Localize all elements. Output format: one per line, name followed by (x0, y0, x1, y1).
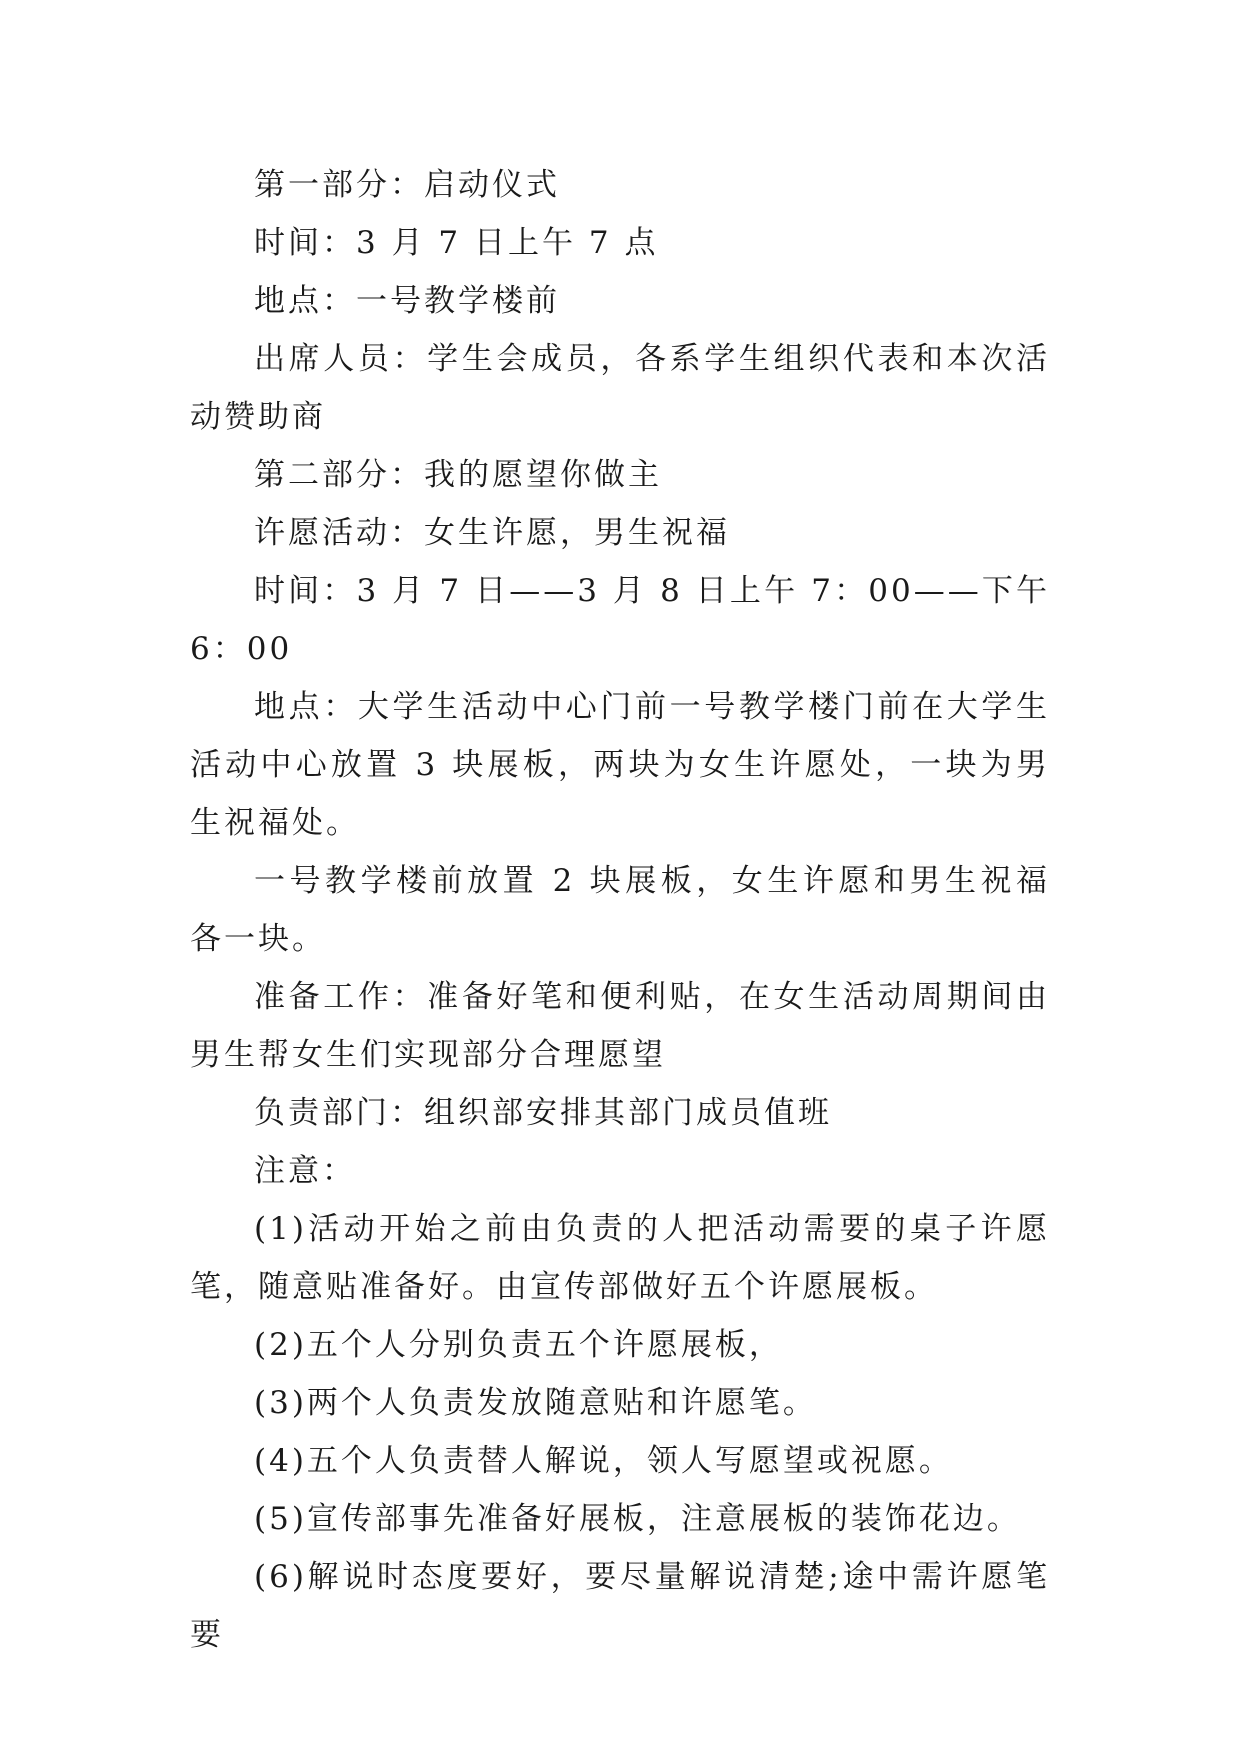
paragraph-part2-heading: 第二部分：我的愿望你做主 (254, 457, 662, 493)
paragraph-wish-activity: 许愿活动：女生许愿，男生祝福 (254, 515, 730, 551)
paragraph-note-4: (4)五个人负责替人解说，领人写愿望或祝愿。 (254, 1443, 953, 1479)
paragraph-part2-location: 地点：大学生活动中心门前一号教学楼门前在大学生活动中心放置 3 块展板，两块为女生许愿处，一块为男生祝福处。 (190, 689, 1050, 841)
paragraph-note-1: (1)活动开始之前由负责的人把活动需要的桌子许愿笔，随意贴准备好。由宣传部做好五个许愿展板。 (190, 1211, 1050, 1305)
paragraph-responsible-dept: 负责部门：组织部安排其部门成员值班 (254, 1095, 832, 1131)
paragraph-note-2: (2)五个人分别负责五个许愿展板， (254, 1327, 783, 1363)
document-body (190, 156, 1050, 1664)
paragraph-part1-heading: 第一部分：启动仪式 (254, 167, 560, 203)
paragraph-part2-time: 时间：3 月 7 日——3 月 8 日上午 7：00——下午 6：00 (190, 573, 1050, 667)
paragraph-note-5: (5)宣传部事先准备好展板，注意展板的装饰花边。 (254, 1501, 1021, 1537)
paragraph-notes-heading: 注意： (254, 1153, 356, 1189)
paragraph-attendees: 出席人员：学生会成员，各系学生组织代表和本次活动赞助商 (190, 341, 1050, 435)
paragraph-preparation: 准备工作：准备好笔和便利贴，在女生活动周期间由男生帮女生们实现部分合理愿望 (190, 979, 1050, 1073)
paragraph-note-3: (3)两个人负责发放随意贴和许愿笔。 (254, 1385, 817, 1421)
paragraph-note-6: (6)解说时态度要好，要尽量解说清楚;途中需许愿笔要 (190, 1559, 1050, 1653)
paragraph-part1-location: 地点：一号教学楼前 (254, 283, 560, 319)
paragraph-part1-time: 时间：3 月 7 日上午 7 点 (254, 225, 659, 261)
paragraph-building-boards: 一号教学楼前放置 2 块展板，女生许愿和男生祝福各一块。 (190, 863, 1050, 957)
